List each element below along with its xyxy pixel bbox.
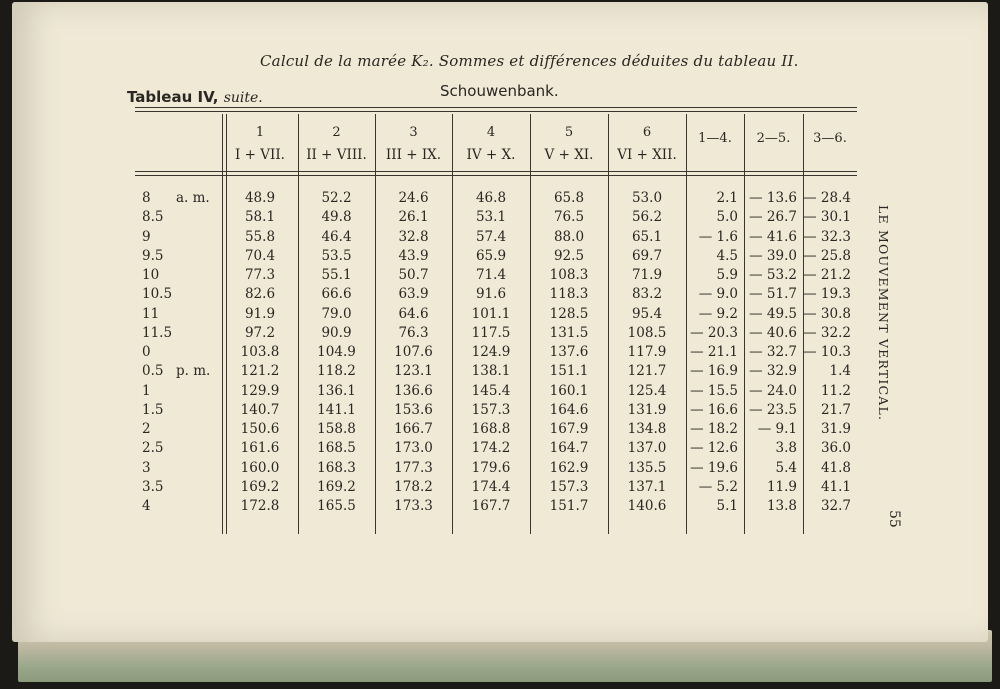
row-hour: 1.5 <box>142 401 164 418</box>
table-cell: 136.1 <box>317 382 356 399</box>
table-cell: 177.3 <box>394 459 433 476</box>
header-rule-2 <box>135 175 857 176</box>
column-number: 2 <box>332 125 341 140</box>
column-header: III + IX. <box>385 147 442 163</box>
table-cell: 145.4 <box>471 382 511 399</box>
table-cell: 173.3 <box>394 498 433 514</box>
table-cell: 179.6 <box>471 459 511 476</box>
table-cell: — 39.0 <box>749 247 797 264</box>
table-cell: 63.9 <box>398 286 429 303</box>
table-cell: 172.8 <box>240 498 280 514</box>
table-cell: — 23.5 <box>749 401 797 418</box>
column-header: IV + X. <box>466 147 516 163</box>
table-title-suffix: suite. <box>223 90 263 106</box>
table-cell: — 16.6 <box>690 401 738 418</box>
table-cell: 31.9 <box>820 421 851 437</box>
table-cell: 118.3 <box>549 286 589 303</box>
row-period: a. m. <box>176 190 210 206</box>
table-cell: — 53.2 <box>749 267 797 283</box>
table-cell: 57.4 <box>475 228 507 245</box>
table-cell: 157.3 <box>549 478 589 495</box>
table-caption: Calcul de la marée K₂. Sommes et différences déduites du tableau II. <box>260 52 799 70</box>
table-cell: 121.2 <box>240 363 280 380</box>
running-title: LE MOUVEMENT VERTICAL. <box>876 205 891 422</box>
table-cell: 97.2 <box>244 324 276 341</box>
table-cell: 125.4 <box>627 382 667 399</box>
table-cell: 157.3 <box>471 401 511 418</box>
row-hour: 0.5 <box>142 363 164 380</box>
station-name: Schouwenbank. <box>440 82 559 100</box>
column-header: I + VII. <box>235 147 285 163</box>
table-cell: — 20.3 <box>690 324 738 341</box>
table-cell: 151.7 <box>549 498 589 514</box>
row-hour: 8.5 <box>142 209 164 226</box>
table-cell: 135.5 <box>627 459 667 476</box>
table-cell: 11.9 <box>766 478 797 495</box>
table-cell: — 40.6 <box>749 324 797 341</box>
table-cell: — 12.6 <box>690 440 738 457</box>
table-cell: 160.1 <box>549 382 589 399</box>
table-cell: — 16.9 <box>690 363 738 380</box>
table-cell: — 49.5 <box>749 305 797 322</box>
table-cell: 36.0 <box>820 440 851 457</box>
column-header: V + XI. <box>544 147 594 163</box>
table-cell: — 15.5 <box>690 382 738 399</box>
table-cell: — 25.8 <box>803 247 851 264</box>
column-header: 3—6. <box>813 131 847 146</box>
row-hour: 2.5 <box>142 440 164 457</box>
table-cell: — 13.6 <box>749 190 797 206</box>
table-cell: 101.1 <box>471 305 511 322</box>
table-cell: 76.3 <box>398 324 429 341</box>
table-cell: 166.7 <box>394 421 433 437</box>
row-hour: 11.5 <box>142 324 173 341</box>
table-cell: 174.4 <box>471 478 511 495</box>
table-title-label: Tableau IV, <box>127 88 219 106</box>
table-cell: 76.5 <box>553 209 585 226</box>
table-cell: 82.6 <box>244 286 276 303</box>
column-header: 1—4. <box>698 131 732 146</box>
table-cell: 71.9 <box>631 267 663 283</box>
table-cell: — 1.6 <box>698 228 738 245</box>
table-cell: 117.9 <box>627 344 667 360</box>
column-number: 5 <box>564 125 574 140</box>
table-cell: 168.8 <box>471 421 511 437</box>
table-cell: 104.9 <box>317 344 356 360</box>
table-cell: 24.6 <box>398 190 429 206</box>
table-cell: — 5.2 <box>698 478 738 495</box>
row-hour: 10.5 <box>142 286 173 303</box>
row-period: p. m. <box>176 363 211 380</box>
column-header: 2—5. <box>756 131 791 146</box>
table-cell: 103.8 <box>240 344 280 360</box>
table-cell: 46.4 <box>321 228 352 245</box>
table-cell: 58.1 <box>244 209 276 226</box>
table-cell: 138.1 <box>471 363 511 380</box>
table-cell: 32.7 <box>820 498 851 514</box>
table-cell: 162.9 <box>549 459 589 476</box>
table-cell: 168.3 <box>317 459 356 476</box>
table-cell: 65.9 <box>475 247 507 264</box>
table-cell: 53.5 <box>321 247 352 264</box>
table-cell: 66.6 <box>321 286 352 303</box>
table-cell: 79.0 <box>321 305 352 322</box>
table-cell: — 32.9 <box>749 363 797 380</box>
table-cell: 90.9 <box>321 324 352 341</box>
table-cell: 13.8 <box>766 498 797 514</box>
row-hour: 10 <box>142 267 160 283</box>
table-cell: 52.2 <box>321 190 352 206</box>
table-cell: 136.6 <box>394 382 433 399</box>
column-number: 3 <box>409 125 418 140</box>
table-cell: 121.7 <box>627 363 667 380</box>
column-header: II + VIII. <box>306 147 367 163</box>
table-cell: 4.5 <box>716 247 738 264</box>
column-number: 6 <box>642 125 652 140</box>
table-cell: 108.5 <box>627 324 667 341</box>
table-cell: 56.2 <box>631 209 663 226</box>
table-cell: 165.5 <box>317 498 356 514</box>
table-cell: 46.8 <box>475 190 507 206</box>
column-number: 1 <box>255 125 265 140</box>
table-cell: 169.2 <box>317 478 356 495</box>
table-cell: 153.6 <box>394 401 433 418</box>
table-cell: — 28.4 <box>803 190 851 206</box>
table-cell: 53.1 <box>475 209 507 226</box>
table-cell: 1.4 <box>829 363 851 380</box>
table-cell: — 19.3 <box>803 286 851 303</box>
table-cell: 131.9 <box>627 401 667 418</box>
table-cell: — 18.2 <box>690 421 738 437</box>
row-hour: 9.5 <box>142 247 164 264</box>
table-cell: 167.9 <box>549 421 589 437</box>
table-cell: 169.2 <box>240 478 280 495</box>
header-rule-1 <box>135 171 857 172</box>
table-cell: — 9.0 <box>698 286 738 303</box>
table-cell: — 21.2 <box>803 267 851 283</box>
table-cell: 140.7 <box>240 401 280 418</box>
table-cell: 50.7 <box>398 267 429 283</box>
page-number: 55 <box>886 510 902 528</box>
table-cell: — 51.7 <box>749 286 797 303</box>
table-cell: 164.7 <box>549 440 589 457</box>
table-cell: 69.7 <box>631 247 663 264</box>
top-rule-2 <box>135 111 857 112</box>
table-cell: — 41.6 <box>749 228 797 245</box>
table-cell: 48.9 <box>244 190 276 206</box>
table-cell: 134.8 <box>627 421 667 437</box>
table-cell: — 30.1 <box>803 209 851 226</box>
table-cell: 53.0 <box>631 190 663 206</box>
table-cell: 41.1 <box>820 478 851 495</box>
table-cell: 168.5 <box>317 440 356 457</box>
table-cell: 108.3 <box>549 267 589 283</box>
table-cell: 77.3 <box>244 267 276 283</box>
table-cell: 49.8 <box>321 209 352 226</box>
table-cell: 91.6 <box>475 286 507 303</box>
table-cell: — 32.3 <box>803 228 851 245</box>
table-cell: 65.8 <box>553 190 585 206</box>
table-cell: 5.1 <box>716 498 738 514</box>
column-header: VI + XII. <box>617 147 677 163</box>
row-hour: 0 <box>142 344 151 360</box>
table-cell: 91.9 <box>244 305 276 322</box>
table-cell: 137.6 <box>549 344 589 360</box>
table-cell: 124.9 <box>471 344 511 360</box>
table-cell: 43.9 <box>398 247 429 264</box>
table-cell: 64.6 <box>398 305 429 322</box>
table-cell: 161.6 <box>240 440 280 457</box>
row-hour: 1 <box>142 382 151 399</box>
table-cell: — 9.2 <box>698 305 738 322</box>
table-cell: 55.1 <box>321 267 352 283</box>
table-cell: 92.5 <box>553 247 585 264</box>
table-cell: 5.4 <box>775 459 797 476</box>
row-hour: 4 <box>142 498 151 514</box>
table-cell: 160.0 <box>240 459 280 476</box>
table-cell: 137.1 <box>627 478 667 495</box>
table-cell: 83.2 <box>631 286 663 303</box>
table-cell: 131.5 <box>549 324 589 341</box>
table-cell: 65.1 <box>631 228 663 245</box>
table-cell: 95.4 <box>631 305 663 322</box>
table-cell: 26.1 <box>398 209 429 226</box>
table-cell: 128.5 <box>549 305 589 322</box>
table-cell: 11.2 <box>820 382 851 399</box>
table-cell: 137.0 <box>627 440 667 457</box>
table-cell: 70.4 <box>244 247 276 264</box>
row-hour: 3 <box>142 459 151 476</box>
table-cell: 3.8 <box>775 440 797 457</box>
table-cell: 21.7 <box>820 401 851 418</box>
table-cell: 164.6 <box>549 401 589 418</box>
table-cell: 32.8 <box>398 228 429 245</box>
row-hour: 8 <box>142 190 151 206</box>
table-cell: 117.5 <box>471 324 511 341</box>
table-cell: 71.4 <box>475 267 507 283</box>
row-hour: 9 <box>142 228 151 245</box>
table-cell: — 26.7 <box>749 209 797 226</box>
table-cell: 129.9 <box>240 382 280 399</box>
table-cell: — 30.8 <box>803 305 851 322</box>
row-hour: 11 <box>142 305 160 322</box>
table-cell: — 10.3 <box>803 344 851 360</box>
table-cell: 123.1 <box>394 363 433 380</box>
table-cell: 107.6 <box>394 344 433 360</box>
table-cell: 5.9 <box>716 267 738 283</box>
table-cell: — 32.7 <box>749 344 797 360</box>
table-title <box>127 88 263 106</box>
table-cell: 141.1 <box>317 401 356 418</box>
table-cell: — 9.1 <box>757 421 797 437</box>
table-cell: 88.0 <box>553 228 585 245</box>
column-number: 4 <box>486 125 496 140</box>
table-cell: 55.8 <box>244 228 276 245</box>
table-cell: — 24.0 <box>749 382 797 399</box>
table-cell: 140.6 <box>627 498 667 514</box>
table-cell: — 19.6 <box>690 459 738 476</box>
table-cell: 173.0 <box>394 440 433 457</box>
table-cell: 118.2 <box>317 363 356 380</box>
table-cell: 174.2 <box>471 440 511 457</box>
row-hour: 2 <box>142 421 151 437</box>
table-cell: 2.1 <box>716 190 738 206</box>
table-cell: 178.2 <box>394 478 433 495</box>
table-cell: 150.6 <box>240 421 280 437</box>
table-cell: 151.1 <box>549 363 589 380</box>
table-cell: 167.7 <box>471 498 511 514</box>
table-cell: — 32.2 <box>803 324 851 341</box>
row-hour: 3.5 <box>142 478 164 495</box>
table-cell: 41.8 <box>820 459 851 476</box>
top-rule-1 <box>135 107 857 108</box>
table-cell: 158.8 <box>317 421 356 437</box>
table-cell: — 21.1 <box>690 344 738 360</box>
table-cell: 5.0 <box>716 209 738 226</box>
